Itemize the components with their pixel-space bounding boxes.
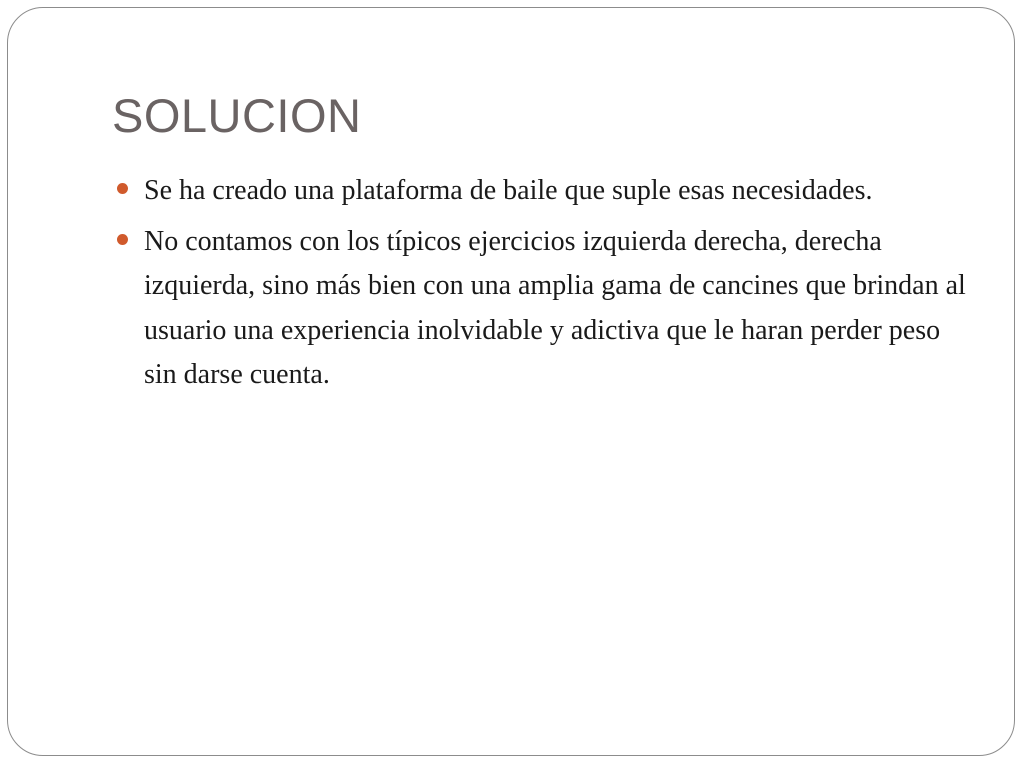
bullet-dot-icon [117,183,128,194]
slide-title: SOLUCION [112,89,362,142]
bullet-item [117,169,977,214]
bullet-text: Se ha creado una plataforma de baile que suple esas necesidades. [144,175,873,206]
bullet-dot-icon [117,234,128,245]
bullet-text: No contamos con los típicos ejercicios izquierda derecha, derecha izquierda, sino más bien con una amplia gama de cancines que brindan al usuario una experiencia inolvidable y adictiva que le haran perder peso sin darse cuenta. [144,225,966,390]
bullet-list [117,169,977,404]
bullet-item [117,220,977,398]
